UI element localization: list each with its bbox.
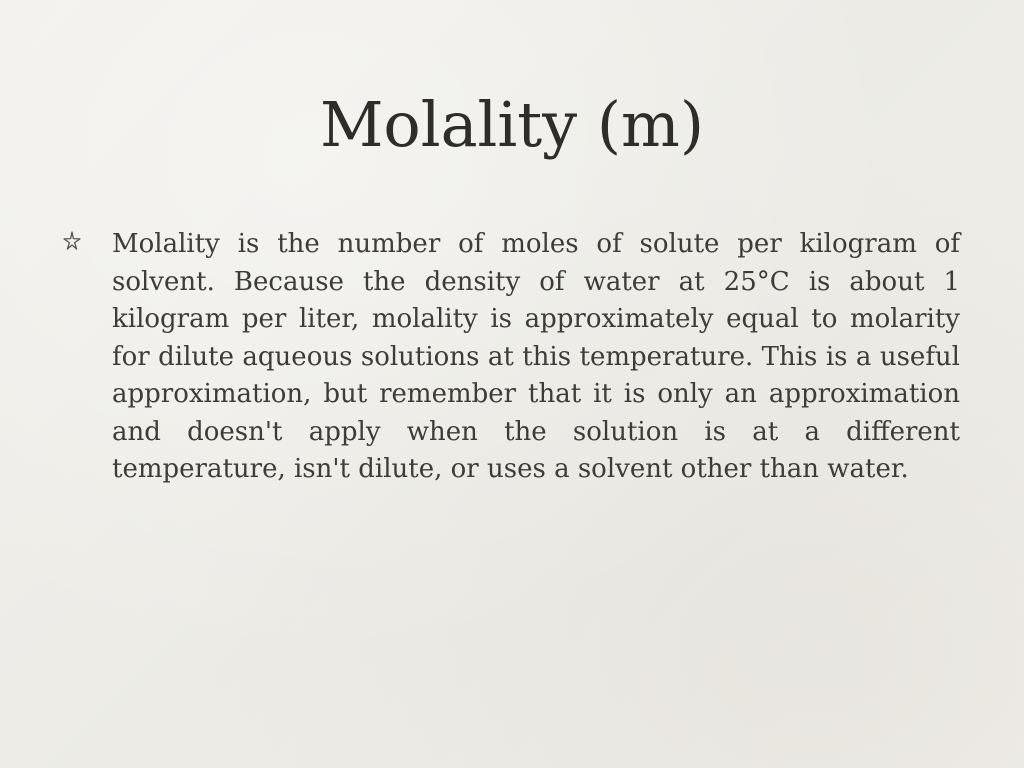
slide-title: Molality (m) [319,88,705,161]
bullet-text: Molality is the number of moles of solute per kilogram of solvent. Because the density of water at 25°C is about 1 kilogram per liter, molality is approximately equal to molarity for dilute aqueous solutions at this temperature. This is a useful approximation, but remember that it is only an approximation and doesn't apply when the solution is at a different temperature, isn't dilute, or uses a solvent other than water. [112,229,960,484]
star-bullet-icon [61,230,83,252]
